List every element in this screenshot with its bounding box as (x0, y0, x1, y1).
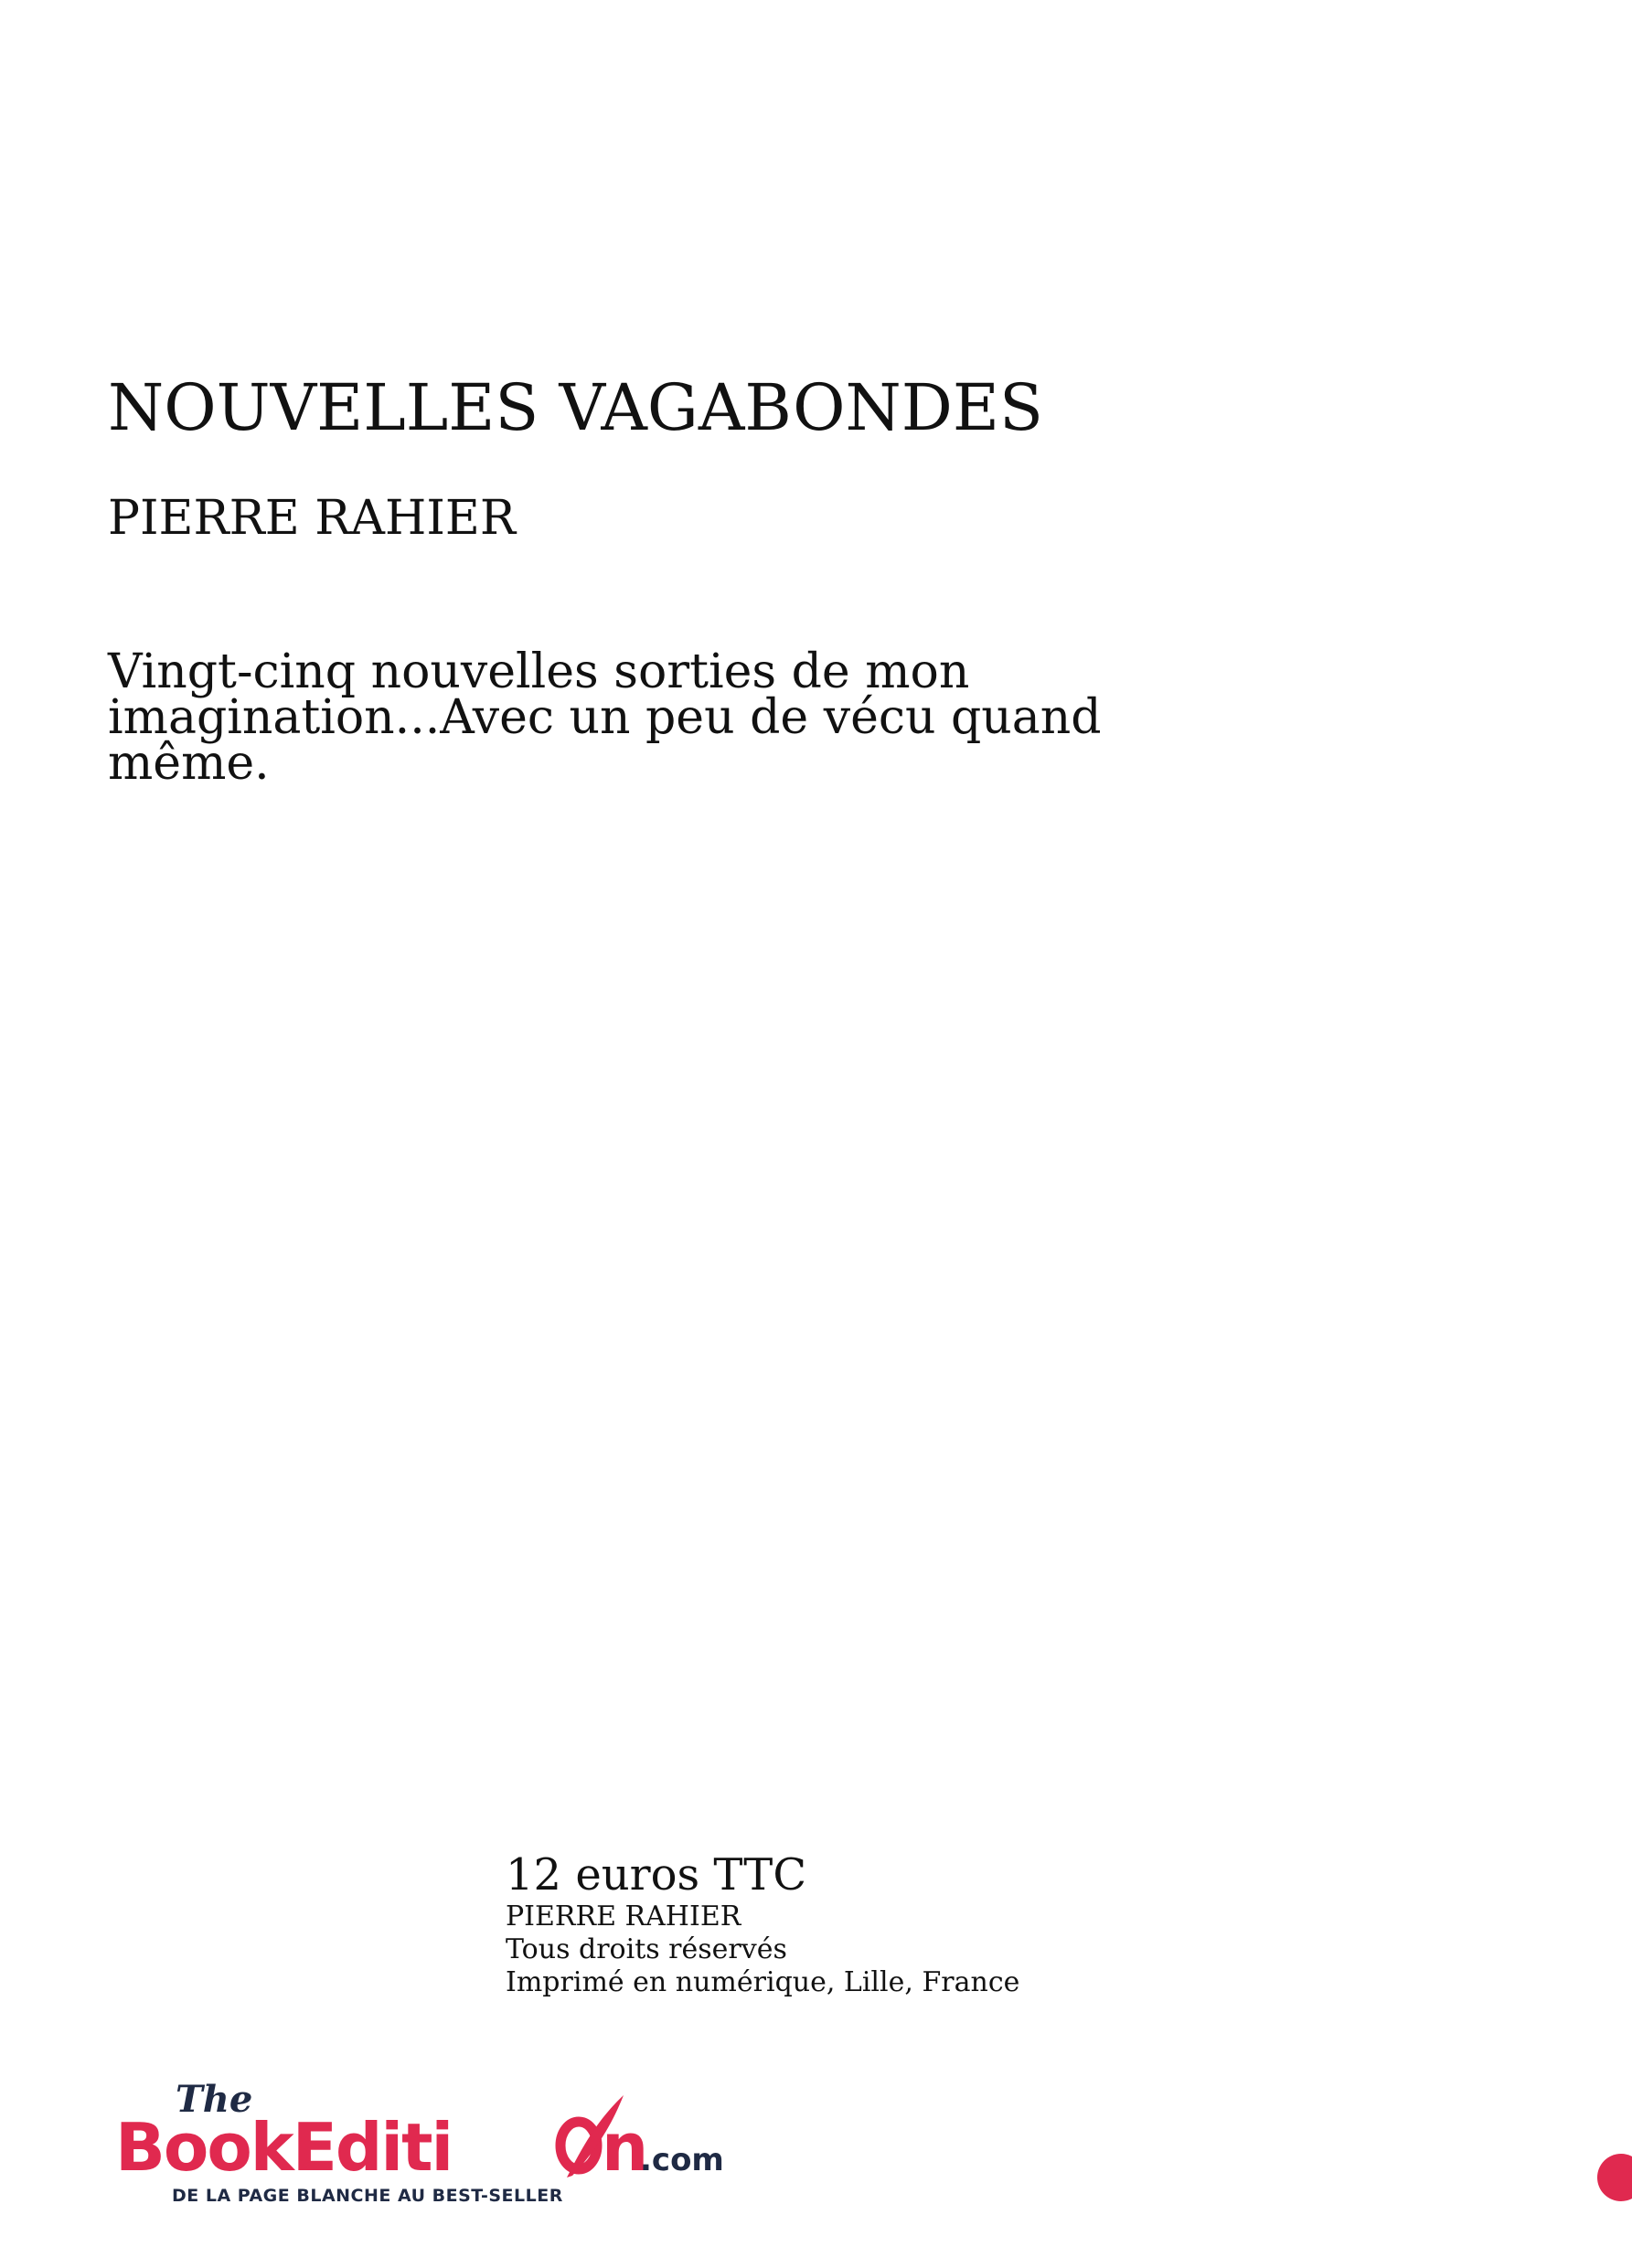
printing-notice: Imprimé en numérique, Lille, France (506, 1966, 1020, 1998)
book-blurb: Vingt-cinq nouvelles sorties de mon imagination...Avec un peu de vécu quand même. (108, 644, 1102, 791)
logo-brand: BookEditi (115, 2109, 453, 2186)
book-author: PIERRE RAHIER (108, 491, 516, 546)
edge-badge-icon (1595, 2152, 1632, 2203)
thebookedition-logo (112, 2075, 724, 2212)
logo-brand-end: n (602, 2109, 649, 2186)
book-title: NOUVELLES VAGABONDES (108, 370, 1043, 445)
colophon-author: PIERRE RAHIER (506, 1901, 741, 1933)
logo-dotcom: .com (640, 2142, 724, 2178)
logo-tagline: DE LA PAGE BLANCHE AU BEST-SELLER (172, 2186, 563, 2206)
logo-the: The (176, 2078, 253, 2121)
price: 12 euros TTC (506, 1849, 807, 1901)
colophon (506, 1849, 1146, 1999)
rights-notice: Tous droits réservés (506, 1933, 787, 1965)
